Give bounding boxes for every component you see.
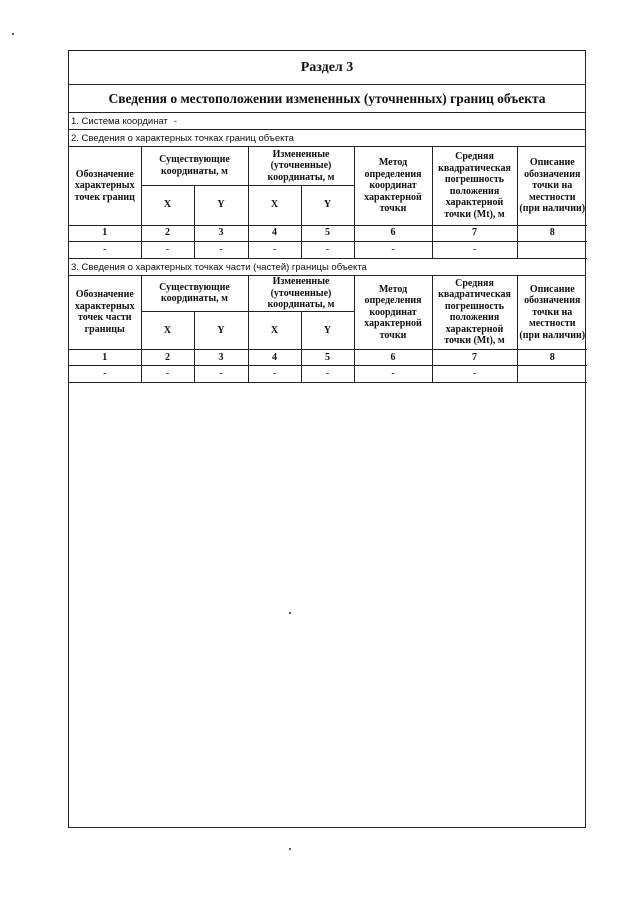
table2-cell <box>517 366 587 383</box>
table2-header-y-changed: Y <box>301 312 354 350</box>
table2-header-description: Описание обозначения точки на местности (при наличии) <box>517 276 587 350</box>
table1-col-number: 7 <box>432 225 517 241</box>
table1-cell: - <box>69 241 141 258</box>
table2-col-number: 4 <box>248 350 301 366</box>
table1 <box>69 147 587 259</box>
coord-system-line <box>69 113 585 130</box>
table1-header-changed: Измененные (уточненные) координаты, м <box>248 147 354 185</box>
table1-cell: - <box>194 241 248 258</box>
table2-cell: - <box>301 366 354 383</box>
table1-cell: - <box>301 241 354 258</box>
table1-col-number: 2 <box>141 225 194 241</box>
table1-cell: - <box>248 241 301 258</box>
table2-col-number: 3 <box>194 350 248 366</box>
section-title: Раздел 3 <box>69 51 585 85</box>
table2-header-designation: Обозначение характерных точек части границы <box>69 276 141 350</box>
table1-header-y-existing: Y <box>194 185 248 225</box>
table1-cell: - <box>432 241 517 258</box>
table1-col-number: 8 <box>517 225 587 241</box>
table2-header-y-existing: Y <box>194 312 248 350</box>
table2-header-changed: Измененные (уточненные) координаты, м <box>248 276 354 312</box>
table2-col-number: 8 <box>517 350 587 366</box>
table2-col-number: 1 <box>69 350 141 366</box>
table2-header-x-changed: X <box>248 312 301 350</box>
table1-header-x-changed: X <box>248 185 301 225</box>
table1-cell: - <box>354 241 432 258</box>
table1-col-number: 3 <box>194 225 248 241</box>
table1-col-number: 6 <box>354 225 432 241</box>
table2-col-number: 6 <box>354 350 432 366</box>
table1-cell: - <box>141 241 194 258</box>
table2-col-number: 5 <box>301 350 354 366</box>
table2-col-number: 2 <box>141 350 194 366</box>
table1-header-method: Метод определения координат характерной точки <box>354 147 432 225</box>
table1-caption: 2. Сведения о характерных точках границ объекта <box>69 130 585 147</box>
form-frame <box>68 50 586 828</box>
table1-col-number: 5 <box>301 225 354 241</box>
coord-system-label: 1. Система координат <box>71 116 168 127</box>
table2-col-number: 7 <box>432 350 517 366</box>
coord-system-value: - <box>173 116 178 127</box>
table2-cell: - <box>248 366 301 383</box>
table2-cell: - <box>141 366 194 383</box>
table2-cell: - <box>354 366 432 383</box>
table1-cell <box>517 241 587 258</box>
table1-col-number: 4 <box>248 225 301 241</box>
table2 <box>69 276 587 384</box>
table1-header-y-changed: Y <box>301 185 354 225</box>
table1-header-x-existing: X <box>141 185 194 225</box>
table2-header-method: Метод определения координат характерной точки <box>354 276 432 350</box>
table2-header-x-existing: X <box>141 312 194 350</box>
table2-cell: - <box>69 366 141 383</box>
table2-cell: - <box>194 366 248 383</box>
table1-header-existing: Существующие координаты, м <box>141 147 248 185</box>
document-heading: Сведения о местоположении измененных (уточненных) границ объекта <box>69 85 585 113</box>
table2-header-existing: Существующие координаты, м <box>141 276 248 312</box>
table1-header-designation: Обозначение характерных точек границ <box>69 147 141 225</box>
scan-speck <box>12 33 14 35</box>
table1-col-number: 1 <box>69 225 141 241</box>
table2-cell: - <box>432 366 517 383</box>
scan-speck <box>289 612 291 614</box>
scan-speck <box>289 848 291 850</box>
table1-header-description: Описание обозначения точки на местности (при наличии) <box>517 147 587 225</box>
table2-header-error: Средняя квадратическая погрешность положения характерной точки (Mt), м <box>432 276 517 350</box>
table1-header-error: Средняя квадратическая погрешность положения характерной точки (Mt), м <box>432 147 517 225</box>
table2-caption: 3. Сведения о характерных точках части (частей) границы объекта <box>69 259 585 276</box>
